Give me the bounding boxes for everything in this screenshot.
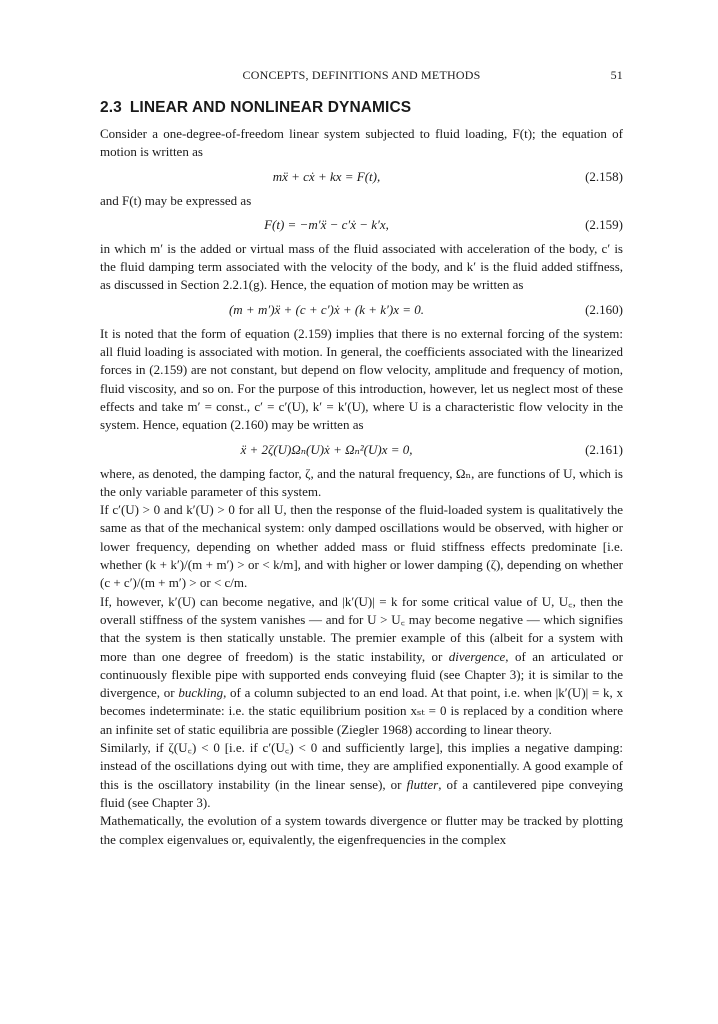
- paragraph-positive-coefficients: If c′(U) > 0 and k′(U) > 0 for all U, then the response of the fluid-loaded system is qualitatively the same as that of the mechanical system: only damped oscillations would be observed, with higher or lower frequency, depending on whether added mass or fluid stiffness effects predominate [i.e. whether (k + k′)/(m + m′) > or < k/m], and with higher or lower damping (ζ), depending on whether (c + c′)/(m + m′) > or < c/m.: [100, 502, 623, 591]
- section-number: 2.3: [100, 99, 122, 116]
- term-divergence: divergence: [448, 648, 506, 664]
- equation-body: F(t) = −m′ẍ − c′ẋ − k′x,: [264, 216, 389, 232]
- equation-2-159: [100, 210, 623, 240]
- equation-number: (2.160): [585, 301, 623, 317]
- text-run: Similarly, if ζ(U꜀) < 0 [i.e. if c′(U꜀) < 0 and sufficiently large], this implies a negative damping: instead of the oscillations dying out with time, they are amplified exponentially. A good example of this is the oscillatory instability (in the linear sense), or: [100, 740, 623, 792]
- paragraph-divergence: [100, 593, 623, 739]
- page-content: [100, 68, 623, 849]
- equation-number: (2.158): [585, 168, 623, 184]
- term-buckling: buckling: [178, 685, 224, 701]
- running-head-title: CONCEPTS, DEFINITIONS AND METHODS: [242, 68, 481, 82]
- running-head: [100, 68, 623, 90]
- section-heading: [100, 99, 623, 117]
- paragraph-force-expression: and F(t) may be expressed as: [100, 192, 252, 208]
- paragraph-added-mass: in which m′ is the added or virtual mass of the fluid associated with acceleration of the body, c′ is the fluid damping term associated with the velocity of the body, and k′ is the fluid added stiffness, as discussed in Section 2.2.1(g). Hence, the equation of motion may be written as: [100, 240, 623, 293]
- text-run: , of a cantilevered pipe conveying fluid (see Chapter 3).: [100, 776, 623, 810]
- section-title: LINEAR AND NONLINEAR DYNAMICS: [129, 99, 412, 116]
- equation-2-160: [100, 295, 623, 325]
- term-flutter: flutter: [406, 776, 439, 792]
- paragraph-intro: Consider a one-degree-of-freedom linear system subjected to fluid loading, F(t); the equation of motion is written as: [100, 126, 623, 160]
- equation-2-158: [100, 162, 623, 192]
- text-run: , of a column subjected to an end load. At that point, i.e. when |k′(U)| = k, x becomes indeterminate: i.e. the static equilibrium position xₛₜ = 0 is replaced by a condition where an infinite set of static equilibria are possible (Ziegler 1968) according to linear theory.: [100, 685, 623, 737]
- paragraph-eigenvalues: Mathematically, the evolution of a system towards divergence or flutter may be tracked by plotting the complex eigenvalues or, equivalently, the eigenfrequencies in the complex: [100, 813, 623, 847]
- equation-body: ẍ + 2ζ(U)Ωₙ(U)ẋ + Ωₙ²(U)x = 0,: [240, 441, 413, 457]
- paragraph-flutter: [100, 739, 623, 812]
- equation-body: (m + m′)ẍ + (c + c′)ẋ + (k + k′)x = 0.: [228, 301, 425, 317]
- equation-body: mẍ + cẋ + kx = F(t),: [272, 168, 381, 184]
- paragraph-damping-factor: where, as denoted, the damping factor, ζ, and the natural frequency, Ωₙ, are functions of U, which is the only variable parameter of this system.: [100, 465, 623, 499]
- text-run: If, however, k′(U) can become negative, and |k′(U)| = k for some critical value of U, U꜀, then the overall stiffness of the system vanishes — and for U > U꜀ may become negative — which signifies that the system is then statically unstable. The premier example of this (albeit for a system with more than one degree of freedom) is the static instability, or: [100, 593, 623, 664]
- page-number: 51: [610, 68, 623, 82]
- equation-2-161: [100, 435, 623, 465]
- equation-number: (2.159): [585, 216, 623, 232]
- equation-number: (2.161): [585, 441, 623, 457]
- text-run: , of an articulated or continuously flexible pipe with supported ends conveying fluid (see Chapter 3); it is similar to the divergence, or: [100, 648, 623, 701]
- paragraph-forcing: It is noted that the form of equation (2.159) implies that there is no external forcing of the system: all fluid loading is associated with motion. In general, the coefficients associated with the linearized forces in (2.159) are not constant, but depend on flow velocity, amplitude and frequency of motion, fluid viscosity, and so on. For the purpose of this introduction, however, let us neglect most of these effects and take m′ = const., c′ = c′(U), k′ = k′(U), where U is a characteristic flow velocity in the system. Hence, equation (2.160) may be written as: [100, 325, 623, 433]
